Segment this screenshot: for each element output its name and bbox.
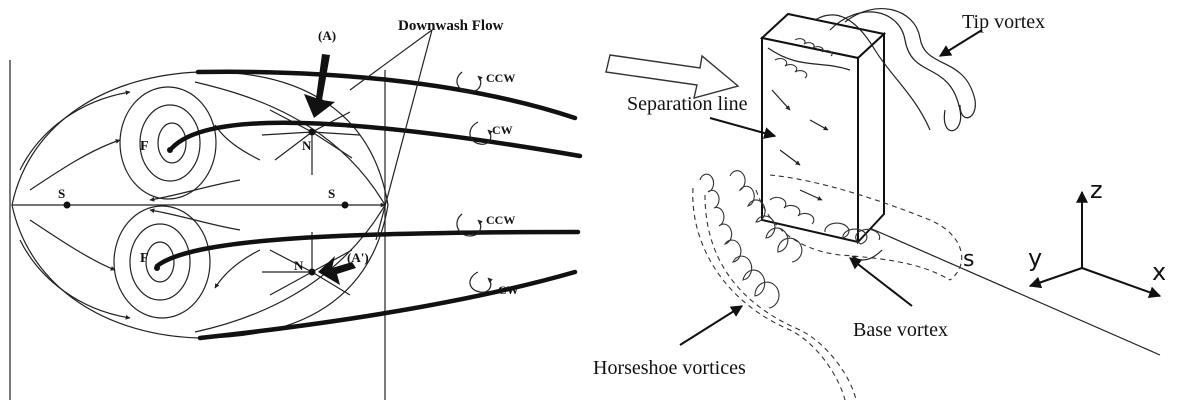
label-ccw-upper: CCW: [486, 71, 516, 85]
downwash-arrow-a: [304, 54, 335, 118]
axis-label-z: z: [1090, 176, 1103, 204]
label-ccw-lower: CCW: [486, 213, 516, 227]
saddle-point-right: [342, 202, 349, 209]
rotation-cw-lower: [470, 272, 491, 292]
vortex-line-2: [172, 123, 580, 156]
vortex-line-4: [200, 272, 575, 338]
vortex-line-1: [198, 72, 575, 118]
label-separation-line: Separation line: [627, 93, 748, 115]
label-f-lower: F: [140, 251, 149, 266]
coordinate-axes: [1028, 176, 1166, 296]
label-horseshoe-vortices: Horseshoe vortices: [593, 357, 746, 379]
vortex-structure-diagram: [593, 9, 1166, 400]
upper-focus-vortex: [120, 87, 216, 199]
label-n-lower: N: [294, 258, 304, 273]
wake-topology-diagram: [10, 18, 580, 400]
saddle-point-left: [64, 202, 71, 209]
label-n-upper: N: [302, 138, 312, 153]
axis-label-y: y: [1028, 244, 1043, 272]
label-a: (A): [318, 28, 337, 43]
label-downwash-flow: Downwash Flow: [398, 18, 504, 34]
label-cw-lower: CW: [498, 283, 519, 297]
label-f-upper: F: [140, 139, 149, 154]
label-a-prime: (A'): [347, 250, 369, 265]
incoming-flow-arrow: [606, 55, 738, 98]
label-base-vortex: Base vortex: [853, 319, 948, 341]
label-s-left: S: [58, 186, 66, 201]
axis-label-x: x: [1152, 258, 1167, 286]
label-s: s: [963, 247, 975, 272]
rectangular-prism: [762, 14, 884, 242]
rotation-ccw-upper: [457, 72, 481, 92]
label-cw-upper: CW: [492, 123, 513, 137]
label-s-right: S: [328, 186, 336, 201]
label-tip-vortex: Tip vortex: [962, 11, 1046, 33]
